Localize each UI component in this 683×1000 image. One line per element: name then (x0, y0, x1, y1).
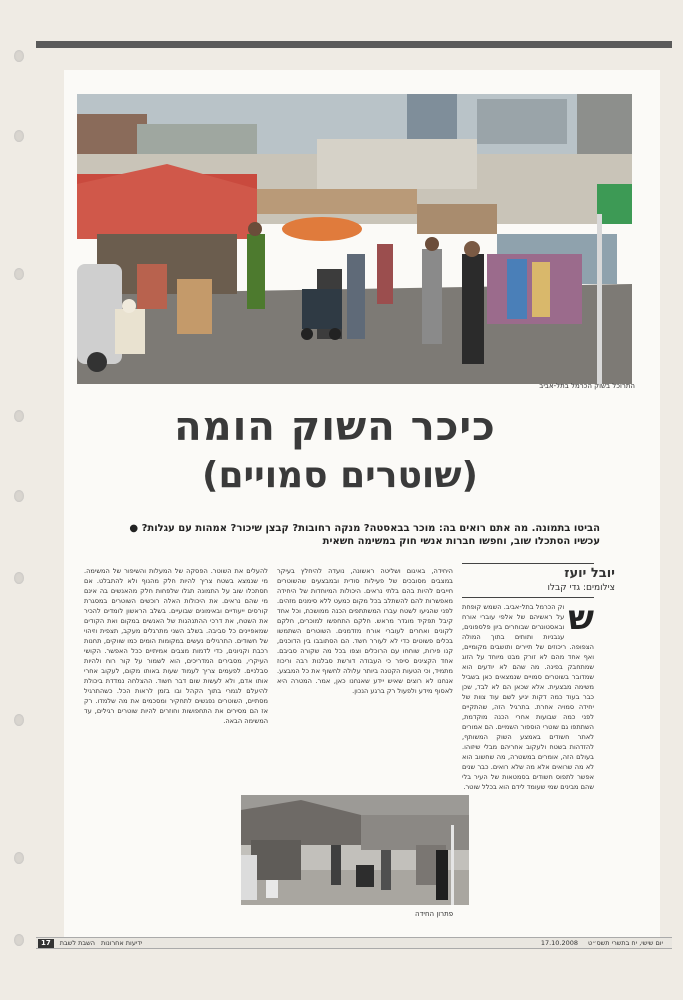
article-column-middle (277, 566, 453, 788)
column-text: להעלים את השוטר. הפסקה של המעלות והשיפור של המשימה. מי שנמצא בשטח צריך להיות חלק מהנוף ולא להתבלט. אם תסתכלו שוב על התמונה תגלו שלפחות חלק מהאנשים בה אינם מי שהם נראים. את היכולות האלה רוכשים השוטרים במסגרת קורסים ייעודיים ובאימונים שבועיים. בשלב הראשון לומדים להכיר את השטח, את דרכי ההתנהגות של האנשים במקום ואת הקודים שמאפיינים כל סביבה. בשלב השני מתרגלים מעקב, תצפית וזיהוי של חשודים. התרגילים נעשים במקומות הומים כמו שווקים, תחנות רכבת וקניונים, כדי לדמות מצבים אמיתיים ככל האפשר. הקושי העיקרי, מסבירים המדריכים, הוא לשמור על קור רוח ולהיות סבלניים. לפעמים צריך לעמוד שעות באותו מקום, לעקוב אחרי אותו אדם, ולא לעשות שום דבר חשוד. ההצלחה נמדדת ביכולת להיעלם לגמרי בתוך הקהל ובו בזמן לראות הכל. כשהתרגיל מסתיים, השוטרים נפגשים לתחקיר ומסכמים את מה שלמדו. רק אז הם מסירים את התחפושות וחוזרים להיות שוטרים רגילים, עד המשימה הבאה. (84, 567, 268, 725)
binder-hole-icon (14, 852, 24, 864)
byline-rule (462, 563, 594, 564)
column-text: היחידה, באיגום ושליטה ראשונה, נועדה להיחלץ בעיקר במצבים מסובכים של פעילות סודית ובמבצעים שהשוטרים חייבים להיות בהם בלתי נראים. היכולות המיוחדות של היחידה מאפשרות להם להשתלב בכל מקום כמעט ללא סימנים מזהים. לפני שהגיעו לשטח עברו המשתתפים הכנה ממושכת, וכל אחד קיבל תפקיד מוגדר מראש. חלקם התחפשו למוכרים, חלקם לקונים ואחרים לעוברי אורח מזדמנים. השוטרים השתמשו בכלים פשוטים כדי לא לעורר חשד. הם הסתובבו בין הדוכנים, קנו פירות, שוחחו עם הרוכלים וצפו בכל מה שקורה סביבם. אחד הקצינים סיפר כי העבודה דורשת סבלנות רבה וריכוז מתמיד, וכי הטעות הקטנה ביותר עלולה לחשוף את כל המבצע. אנחנו לא רוצים שאיש יידע שאנחנו כאן, אמר. המטרה היא לאסוף מידע ולפעול רק ברגע הנכון. (277, 567, 453, 695)
subheadline: (שוטרים סמויים) (201, 455, 479, 496)
gregorian-date: 17.10.2008 (540, 939, 579, 947)
solution-photo (241, 795, 469, 905)
binder-hole-icon (14, 130, 24, 142)
drop-cap: ש (568, 602, 594, 638)
headline: כיכר השוק הומה (174, 404, 496, 450)
page-number: 17 (38, 939, 54, 948)
lead-paragraph: הביטו בתמונה. מה אתם רואים בה: מוכר בבאסטה? מנקה רחובות? קבצן שיכור? אמהות עם עגלות? ● עכשיו הסתכלו שוב, וחפשו חברות אנשי חוק במשימה חשאית (129, 523, 600, 547)
byline-rule (462, 597, 594, 598)
binder-hole-icon (14, 934, 24, 946)
author-name: יובל יועז (564, 566, 615, 581)
binder-hole-icon (14, 268, 24, 280)
article-column-right (462, 602, 594, 932)
binder-hole-icon (14, 490, 24, 502)
photo-caption: התרוכל בשוק הכרמל בתל-אביב (539, 382, 635, 390)
binder-hole-icon (14, 410, 24, 422)
binder-hole-icon (14, 714, 24, 726)
binder-hole-icon (14, 50, 24, 62)
section-name: השבת לשבת (59, 939, 96, 947)
binder-hole-icon (14, 572, 24, 584)
solution-caption: פתרון החידה (415, 910, 454, 918)
column-text: וק הכרמל בתל-אביב. השמש קופחת על ראשיהם של אלפי עוברי אורח ובאסטונרים שבוחרים ביון פלספונים, עגבניות ותותים בתוך המולה הצפופה. ריכוזים של תיירים ותושבים מקומיים, ואף אחד מהם לא זורק מבט מיוחד על הזוג שמתחבק בפינה. מה שהם לא יודעים הוא שמדובר בשוטרים סמויים שנמצאים כאן בשביל משימה מבצעית. אלא שכאן הם לא לבד, שכן כבר בעוד כמה דקות יגיע לשם עוד צוות של יחידה סמויה אחרת. בתרגיל הזה, שהתקיים לפני כמה שבועות אחרי הכנה מוקדמת, השתתפו גם שוטרי הוספור השמיים. הם אמורים לאתר חשודים באמצע השוק המשותף, להזדהות בשטח ולעקוב אחריהם מבלי שיזוהו. בעולם הזה, אומרים במשטרה, מה שחשוב הוא לא מה שרואים אלא מה שלא רואים. כבר שנים אפשר לתפוס חשודים בסמטאות של העיר בלי שהם מבינים שמי שעומד לידם הוא בכלל שוטר. (462, 603, 594, 791)
top-rule-bar (36, 41, 672, 48)
hebrew-date: יום שישי, יח בתשרי תשס״ט (588, 939, 663, 947)
photo-credit: צילומים: גדי קבלו (547, 583, 615, 593)
footer-right (541, 938, 663, 948)
article-column-left (84, 566, 268, 786)
market-photo (77, 94, 632, 384)
byline (547, 566, 615, 593)
paper-name: ידיעות אחרונות (101, 939, 143, 947)
footer-left (38, 938, 142, 948)
